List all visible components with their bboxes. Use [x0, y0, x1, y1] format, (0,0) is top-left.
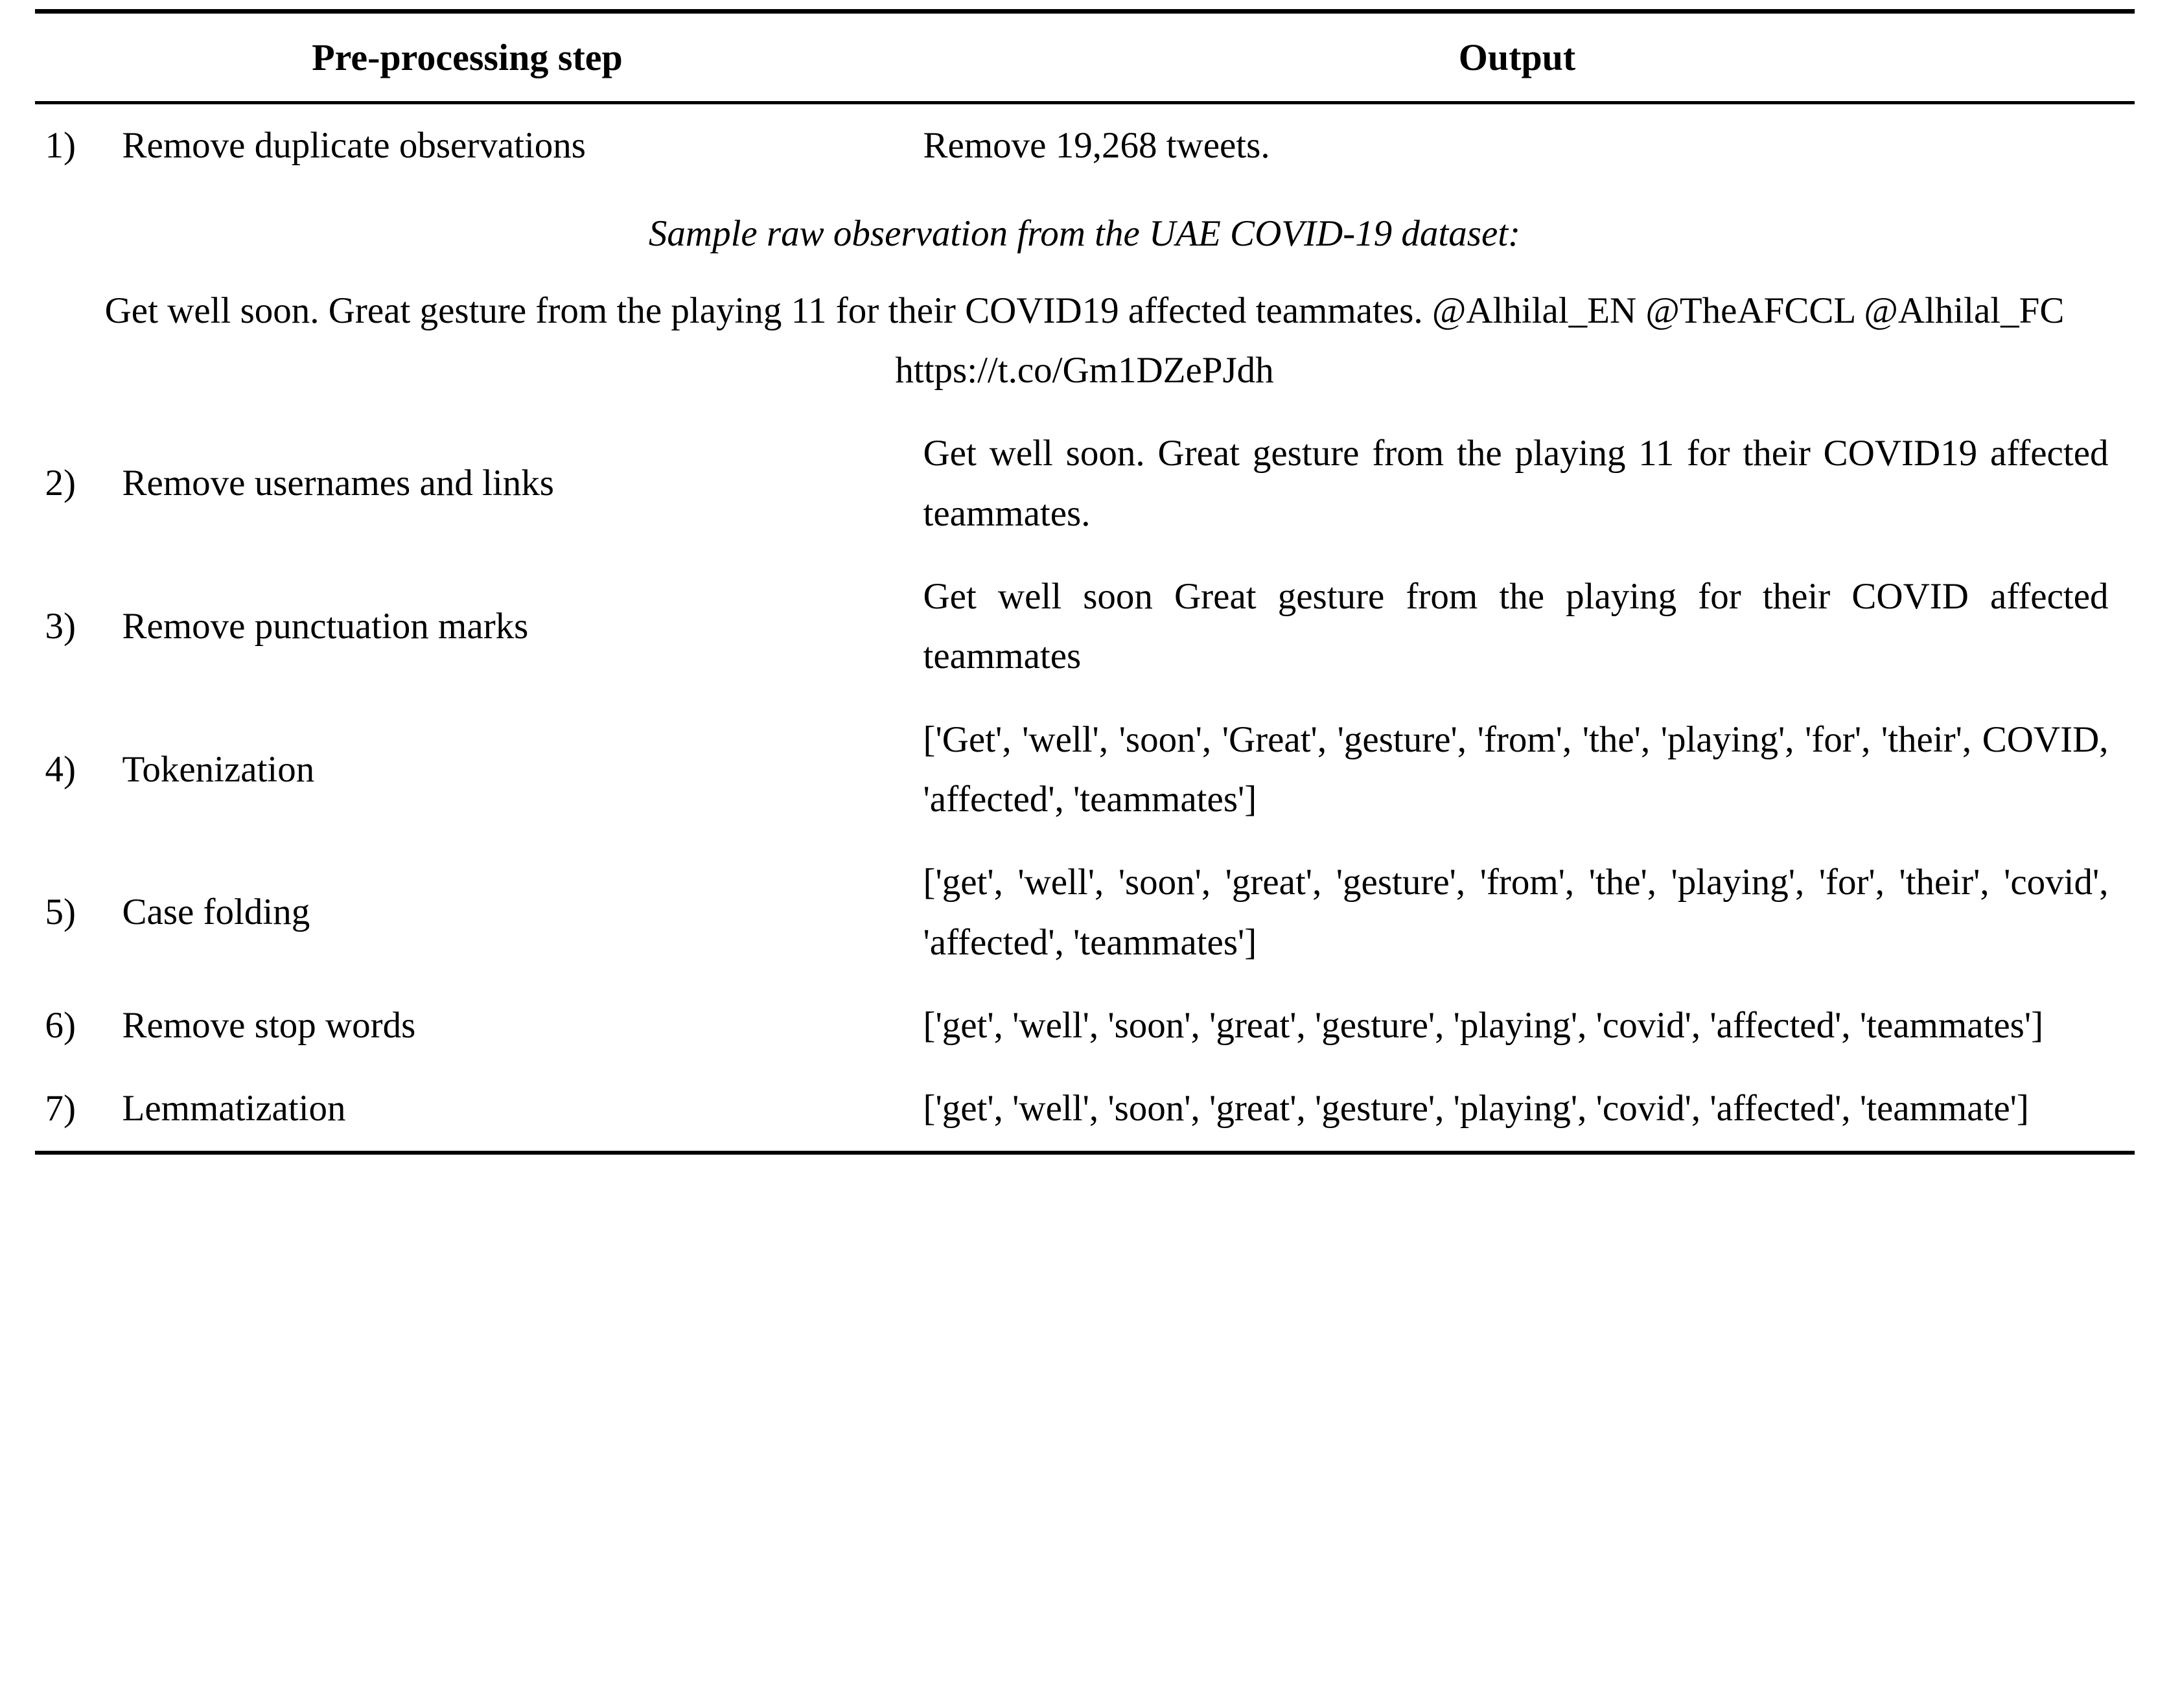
- row-output: Get well soon Great gesture from the playing for their COVID affected teammates: [923, 575, 2109, 677]
- table-row: [35, 841, 2135, 984]
- row-number: 6): [45, 1004, 76, 1046]
- preprocessing-table-body: [35, 104, 2135, 1151]
- table-row: [35, 104, 2135, 187]
- row-step-label: Lemmatization: [122, 1088, 346, 1129]
- row-number: 5): [45, 892, 76, 933]
- row-output: ['get', 'well', 'soon', 'great', 'gesture', 'playing', 'covid', 'affected', 'teammates']: [923, 1004, 2044, 1046]
- preprocessing-table-wrapper: [35, 0, 2135, 1155]
- table-header: [35, 14, 2135, 101]
- row-output: Get well soon. Great gesture from the playing 11 for their COVID19 affected teammates.: [923, 433, 2109, 534]
- header-preprocessing-step: Pre-processing step: [312, 36, 623, 78]
- table-row: [35, 1067, 2135, 1150]
- row-output: ['Get', 'well', 'soon', 'Great', 'gesture', 'from', 'the', 'playing', 'for', 'their', COVID, 'affected', 'teammates']: [923, 719, 2109, 820]
- row-output: ['get', 'well', 'soon', 'great', 'gesture', 'playing', 'covid', 'affected', 'teammate']: [923, 1088, 2029, 1129]
- table-row: [35, 555, 2135, 698]
- row-step-label: Remove stop words: [122, 1004, 416, 1046]
- header-output: Output: [1458, 36, 1576, 78]
- sample-note-cell: [35, 187, 2135, 412]
- row-step-label: Remove usernames and links: [122, 463, 554, 504]
- preprocessing-table: [35, 14, 2135, 101]
- sample-note-body: Get well soon. Great gesture from the playing 11 for their COVID19 affected teammates. @Alhilal_EN @TheAFCCL @Alhilal_FC https://t.co/Gm1DZePJdh: [104, 290, 2065, 391]
- row-output: Remove 19,268 tweets.: [923, 125, 1270, 166]
- sample-observation-note: [35, 187, 2135, 412]
- header-row: [35, 14, 2135, 101]
- sample-note-title: Sample raw observation from the UAE COVID-19 dataset:: [648, 213, 1521, 255]
- row-step-label: Remove duplicate observations: [122, 125, 586, 166]
- row-number: 3): [45, 606, 76, 647]
- row-step-label: Remove punctuation marks: [122, 606, 529, 647]
- row-number: 2): [45, 463, 76, 504]
- row-step-label: Case folding: [122, 892, 310, 933]
- table-row: [35, 984, 2135, 1067]
- row-number: 4): [45, 748, 76, 790]
- table-top-rule: [35, 9, 2135, 14]
- table-row: [35, 412, 2135, 555]
- row-number: 1): [45, 125, 76, 166]
- row-step-label: Tokenization: [122, 748, 315, 790]
- table-bottom-rule: [35, 1151, 2135, 1155]
- table-row: [35, 698, 2135, 842]
- row-number: 7): [45, 1088, 76, 1129]
- row-output: ['get', 'well', 'soon', 'great', 'gesture', 'from', 'the', 'playing', 'for', 'their', 'covid', 'affected', 'teammates']: [923, 862, 2109, 963]
